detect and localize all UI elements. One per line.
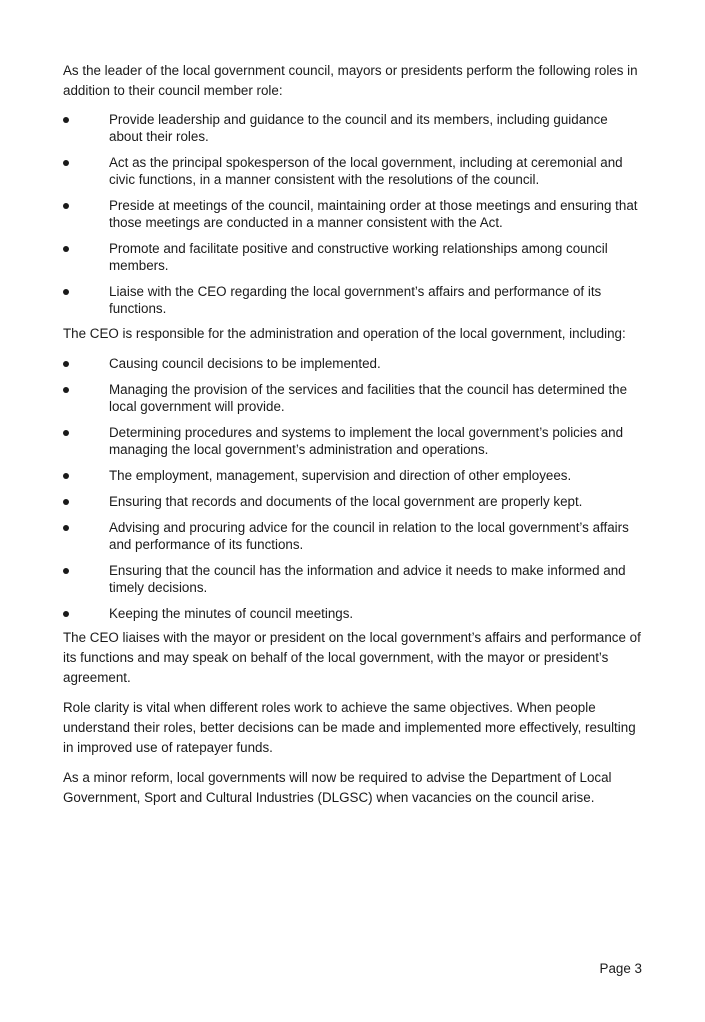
bullet-icon [63, 160, 69, 166]
list-item-text: Ensuring that the council has the information and advice it needs to make informed and timely decisions. [109, 563, 626, 595]
intro-ceo-paragraph: The CEO is responsible for the administration and operation of the local government, including: [63, 326, 626, 341]
bullet-icon [63, 361, 69, 367]
list-item [63, 424, 643, 458]
list-item [63, 381, 643, 415]
bullet-icon [63, 246, 69, 252]
list-item [63, 562, 643, 596]
ceo-roles-list [63, 355, 643, 622]
mayor-roles-list [63, 111, 643, 317]
list-item-text: Act as the principal spokesperson of the local government, including at ceremonial and civic functions, in a manner consistent with the resolutions of the council. [109, 155, 623, 187]
list-item [63, 154, 643, 188]
list-item [63, 197, 643, 231]
minor-reform-paragraph: As a minor reform, local governments will now be required to advise the Department of Local Government, Sport and Cultural Industries (DLGSC) when vacancies on the council arise. [63, 770, 612, 805]
list-item [63, 467, 643, 484]
bullet-icon [63, 203, 69, 209]
list-item-text: Ensuring that records and documents of the local government are properly kept. [109, 494, 583, 509]
list-item-text: Determining procedures and systems to implement the local government’s policies and managing the local government’s administration and operations. [109, 425, 624, 457]
role-clarity-paragraph: Role clarity is vital when different roles work to achieve the same objectives. When people understand their roles, better decisions can be made and implemented more effectively, resulting in improved use of ratepayer funds. [63, 700, 636, 755]
list-item-text: Managing the provision of the services and facilities that the council has determined the local government will provide. [109, 382, 628, 414]
list-item-text: Advising and procuring advice for the council in relation to the local government’s affairs and performance of its functions. [109, 520, 629, 552]
list-item [63, 240, 643, 274]
list-item-text: Provide leadership and guidance to the council and its members, including guidance about their roles. [109, 112, 608, 144]
bullet-icon [63, 568, 69, 574]
list-item-text: Promote and facilitate positive and constructive working relationships among council members. [109, 241, 608, 273]
bullet-icon [63, 430, 69, 436]
list-item [63, 283, 643, 317]
bullet-icon [63, 611, 69, 617]
list-item-text: Keeping the minutes of council meetings. [109, 606, 354, 621]
page-number: Page 3 [599, 961, 642, 976]
list-item [63, 605, 643, 622]
bullet-icon [63, 289, 69, 295]
list-item [63, 493, 643, 510]
ceo-liaison-paragraph: The CEO liaises with the mayor or president on the local government’s affairs and performance of its functions and may speak on behalf of the local government, with the mayor or president’s agreement. [63, 630, 641, 685]
bullet-icon [63, 499, 69, 505]
list-item-text: The employment, management, supervision and direction of other employees. [109, 468, 572, 483]
list-item [63, 519, 643, 553]
intro-mayor-paragraph: As the leader of the local government council, mayors or presidents perform the following roles in addition to their council member role: [63, 63, 638, 98]
list-item [63, 111, 643, 145]
list-item-text: Liaise with the CEO regarding the local government’s affairs and performance of its functions. [109, 284, 602, 316]
list-item-text: Preside at meetings of the council, maintaining order at those meetings and ensuring that those meetings are conducted in a manner consistent with the Act. [109, 198, 638, 230]
bullet-icon [63, 525, 69, 531]
document-page [63, 61, 643, 818]
bullet-icon [63, 387, 69, 393]
bullet-icon [63, 473, 69, 479]
list-item [63, 355, 643, 372]
list-item-text: Causing council decisions to be implemented. [109, 356, 381, 371]
bullet-icon [63, 117, 69, 123]
